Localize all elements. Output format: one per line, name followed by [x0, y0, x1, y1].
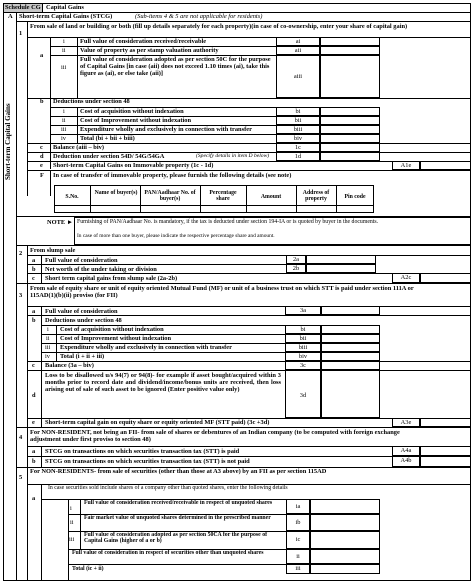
item3-a-letter: a	[32, 308, 36, 315]
item3-c-label: Balance (3a – biv)	[45, 362, 94, 369]
row-1b-iv-roman: iv	[61, 135, 66, 142]
field-a4a-value[interactable]	[420, 446, 471, 456]
row-3b-iv-label: Total (i + ii + iii)	[60, 353, 105, 360]
item2-c-letter: c	[32, 275, 35, 282]
row-5a-ib-label: Fair market value of unquoted shares determined in the prescribed manner	[84, 515, 271, 521]
side-label: Short-term Capital Gains	[4, 103, 12, 180]
item3-num: 3	[19, 292, 23, 299]
note-label: NOTE ►	[47, 219, 74, 226]
code-ib: ib	[295, 519, 301, 526]
code-1d: 1d	[294, 153, 302, 160]
code-2b: 2b	[292, 265, 300, 272]
item5-a-letter: a	[32, 495, 36, 502]
row-1a-ii-label: Value of property as per stamp valuation authority	[80, 47, 219, 54]
note-text: Furnishing of PAN/Aadhaar No. is mandatory, if the tax is deducted under section 194-IA or is quoted by buyer in the documents.	[77, 219, 379, 225]
item1-f-letter: F	[40, 172, 44, 179]
item1-e-label: Short-term Capital Gains on Immovable property (1c - 1d)	[53, 162, 214, 169]
item4-num: 4	[19, 434, 23, 441]
code-ia: ia	[295, 503, 301, 510]
item3-d-letter: d	[32, 392, 36, 399]
code-a1e: A1e	[400, 162, 412, 169]
row-3b-i-label: Cost of acquisition without indexation	[60, 326, 164, 333]
field-3biii-value[interactable]	[321, 343, 380, 352]
row-3b-ii-roman: ii	[46, 335, 50, 342]
field-biii-value[interactable]	[320, 125, 380, 134]
item2-a-label: Full value of consideration	[45, 257, 118, 264]
field-biv-value[interactable]	[320, 134, 380, 143]
row-3b-iii-label: Expenditure wholly and exclusively in connection with transfer	[60, 344, 232, 351]
note-text-2: In case of more than one buyer, please indicate the respective percentage share and amount.	[77, 233, 275, 239]
field-3biv-value[interactable]	[321, 352, 380, 361]
item3-a-label: Full value of consideration	[45, 308, 118, 315]
row-3b-iii-roman: iii	[45, 344, 51, 351]
section-a-note: (Sub-items 4 & 5 are not applicable for residents)	[135, 13, 263, 20]
item3-b-letter: b	[32, 317, 36, 324]
row-1b-i-roman: i	[63, 108, 65, 115]
row-1b-ii-roman: ii	[62, 117, 66, 124]
item3-title: From sale of equity share or unit of equity oriented Mutual Fund (MF) or unit of a business trust on which STT is paid under section 111A or 115AD(1)(b)(ii) proviso (for FII)	[30, 285, 414, 300]
code-a2c: A2c	[400, 274, 412, 281]
item1-d-note: (Specify details in item D below)	[196, 153, 270, 159]
field-a1e-value[interactable]	[420, 161, 471, 170]
item3-b-label: Deductions under section 48	[45, 317, 122, 324]
code-3a: 3a	[299, 307, 307, 314]
row-1a-i-roman: i	[63, 38, 65, 45]
row-1a-i-label: Full value of consideration received/receivable	[80, 38, 207, 45]
item5-title: For NON-RESIDENTS- from sale of securities (other than those at A3 above) by an FII as per section 115AD	[30, 468, 327, 475]
row-5a-i-roman: i	[70, 505, 72, 512]
field-5ii-value[interactable]	[310, 549, 380, 564]
item1-num: 1	[19, 30, 23, 37]
row-5a-ib-roman: ii	[70, 519, 74, 526]
field-a4b-value[interactable]	[420, 456, 471, 467]
row-5a-ia-label: Full value of consideration received/receivable in respect of unquoted shares	[84, 500, 273, 506]
code-2a: 2a	[292, 256, 300, 263]
code-aiii: aiii	[293, 73, 303, 80]
code-biii: biii	[293, 126, 303, 133]
code-5ii: ii	[296, 553, 300, 560]
code-3c: 3c	[299, 362, 307, 369]
code-bii: bii	[294, 117, 302, 124]
row-1b-iii-roman: iii	[61, 126, 67, 133]
side-label-box	[4, 103, 15, 190]
item1-c-letter: c	[40, 144, 43, 151]
schedule-code: Schedule CG	[5, 4, 41, 11]
code-3biv: biv	[298, 353, 308, 360]
item2-num: 2	[19, 250, 23, 257]
code-5iii: iii	[295, 565, 301, 572]
row-1b-iii-label: Expenditure wholly and exclusively in connection with transfer	[80, 126, 252, 133]
item3-d-label: Loss to be disallowed u/s 94(7) or 94(8)- for example if asset bought/acquired within 3 months prior to record date and dividend/income/bonus units are received, then loss arising out of sale of such asset to be ignored (Enter positive value only)	[45, 372, 281, 394]
table-header-buyer-pan: PAN/Aadhaar No. of buyer(s)	[144, 190, 196, 203]
field-3bi-value[interactable]	[321, 325, 380, 334]
row-5a-iii-label: Total (ic + ii)	[72, 566, 104, 572]
item4-a-letter: a	[32, 448, 36, 455]
field-bii-value[interactable]	[320, 116, 380, 125]
item3-e-letter: e	[32, 419, 35, 426]
table-header-address: Address of property	[302, 190, 330, 203]
row-5a-ii-label: Full value of consideration in respect of securities other than unquoted shares	[72, 550, 264, 556]
item1-title: From sale of land or building or both (fill up details separately for each property)(in case of co-ownership, enter your share of capital gain)	[30, 23, 408, 30]
table-header-pincode: Pin code	[344, 194, 366, 200]
item1-a-letter: a	[40, 52, 44, 59]
code-3bi: bi	[300, 326, 306, 333]
field-a2c-value[interactable]	[420, 273, 471, 283]
row-5a-ic-roman: iii	[69, 536, 75, 543]
field-5iii-value[interactable]	[310, 564, 380, 574]
field-3bii-value[interactable]	[321, 334, 380, 343]
row-1b-iv-label: Total (bi + bii + biii)	[80, 135, 135, 142]
field-ic-value[interactable]	[310, 531, 380, 549]
row-3b-i-roman: i	[47, 326, 49, 333]
item1-b-letter: b	[40, 98, 44, 105]
field-1d-value[interactable]	[320, 152, 380, 161]
section-a-letter: A	[8, 13, 13, 20]
row-1a-iii-label: Full value of consideration adopted as per section 50C for the purpose of Capital Gains [in case (aii) does not exceed 1.10 times (ai), take this figure as (ai), or else take (aii)]	[80, 56, 271, 78]
section-a-title: Short-term Capital Gains (STCG)	[19, 13, 113, 20]
row-3b-iv-roman: iv	[45, 353, 50, 360]
code-biv: biv	[293, 135, 303, 142]
code-aii: aii	[294, 47, 302, 54]
table-header-percentage: Percentage share	[209, 190, 237, 203]
field-a3e-value[interactable]	[420, 418, 471, 427]
code-a3e: A3e	[400, 419, 412, 426]
code-3bii: bii	[299, 335, 307, 342]
code-3biii: biii	[298, 344, 308, 351]
code-ai: ai	[295, 38, 301, 45]
code-ic: ic	[295, 536, 301, 543]
field-ai-value[interactable]	[320, 37, 380, 46]
field-ia-value[interactable]	[310, 499, 380, 514]
field-3a-value[interactable]	[321, 306, 380, 315]
table-header-amount: Amount	[260, 194, 282, 200]
field-aiii-value[interactable]	[320, 55, 380, 98]
item5-num: 5	[19, 474, 23, 481]
item2-b-letter: b	[32, 266, 36, 273]
item1-e-letter: e	[40, 162, 43, 169]
field-1c-value[interactable]	[320, 143, 380, 152]
item2-title: From slump sale	[30, 247, 76, 254]
item1-d-label: Deduction under section 54D/ 54G/54GA	[53, 153, 165, 160]
code-a4a: A4a	[400, 447, 412, 454]
field-bi-value[interactable]	[320, 107, 380, 116]
field-2b-value[interactable]	[306, 264, 376, 273]
field-2a-value[interactable]	[306, 255, 376, 264]
table-header-sno: S.No.	[65, 194, 79, 200]
item1-b-label: Deductions under section 48	[53, 98, 130, 105]
field-3d-value[interactable]	[321, 370, 380, 418]
field-3c-value[interactable]	[321, 361, 380, 370]
item1-c-label: Balance (aiii – biv)	[53, 144, 104, 151]
item5-a-label: In case securities sold include shares of a company other than quoted shares, enter the following details	[48, 485, 288, 491]
item4-a-label: STCG on transactions on which securities transaction tax (STT) is paid	[45, 448, 240, 455]
row-1b-i-label: Cost of acquisition without indexation	[80, 108, 184, 115]
field-aii-value[interactable]	[320, 46, 380, 55]
item4-title: For NON-RESIDENT, not being an FII- from sale of shares or debentures of an Indian company (to be computed with foreign exchange adjustment under first proviso to section 48)	[30, 429, 400, 444]
item1-d-letter: d	[40, 153, 44, 160]
table-header-buyer-name: Name of buyer(s)	[94, 190, 138, 196]
row-1b-ii-label: Cost of Improvement without indexation	[80, 117, 192, 124]
item2-a-letter: a	[32, 257, 36, 264]
row-5a-ic-label: Full value of consideration adopted as per section 50CA for the purpose of Capital Gains (higher of a or b)	[84, 532, 268, 545]
item3-e-label: Short-term capital gain on equity share or equity oriented MF (STT paid) (3c +3d)	[45, 419, 270, 426]
field-ib-value[interactable]	[310, 514, 380, 531]
row-1a-ii-roman: ii	[62, 47, 66, 54]
code-1c: 1c	[294, 144, 302, 151]
item1-f-label: In case of transfer of immovable property, please furnish the following details (see note)	[53, 172, 292, 179]
item3-c-letter: c	[32, 362, 35, 369]
row-1a-iii-roman: iii	[61, 64, 67, 71]
code-3d: 3d	[299, 392, 307, 399]
schedule-title: Capital Gains	[46, 4, 84, 11]
code-bi: bi	[295, 108, 301, 115]
item4-b-letter: b	[32, 458, 36, 465]
row-3b-ii-label: Cost of Improvement without indexation	[60, 335, 172, 342]
item2-c-label: Short term capital gains from slump sale (2a-2b)	[45, 275, 178, 282]
code-a4b: A4b	[400, 457, 412, 464]
item4-b-label: STCG on transactions on which securities transaction tax (STT) is not paid	[45, 458, 250, 465]
item2-b-label: Net worth of the under taking or division	[45, 266, 157, 273]
